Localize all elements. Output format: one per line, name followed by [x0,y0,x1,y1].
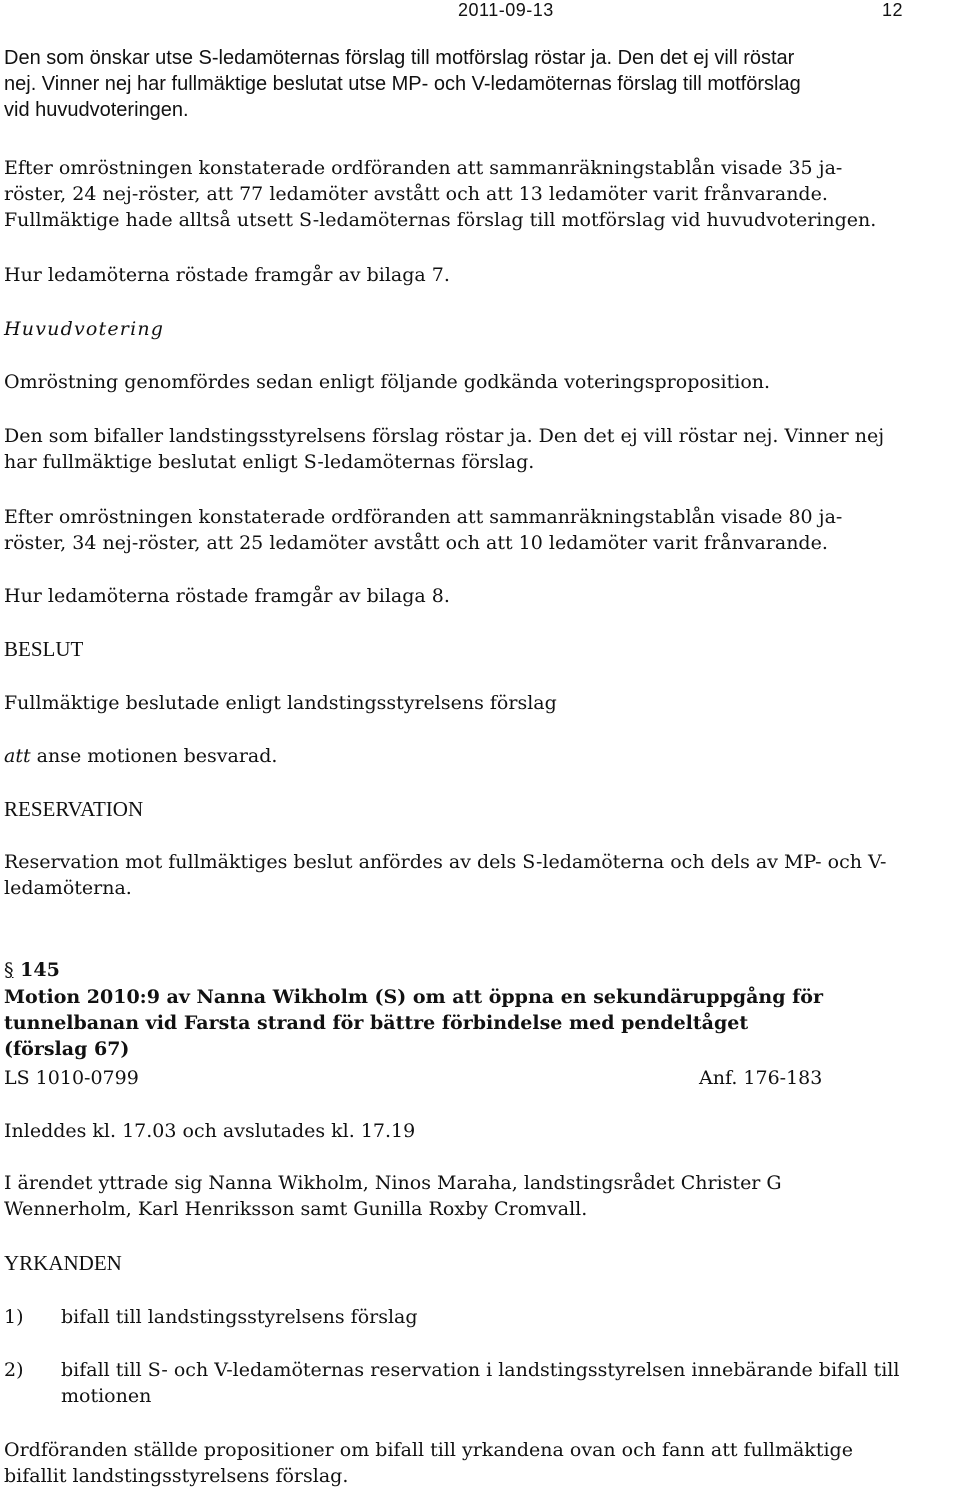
list-item-yrkande-1 [4,1304,959,1330]
list-text-continued: motionen [61,1385,152,1407]
page-number: 12 [882,0,904,20]
title-line: (förslag 67) [4,1038,130,1060]
list-number: 1) [4,1306,24,1328]
section-symbol: § [4,959,14,981]
heading-reservation: RESERVATION [4,797,144,821]
paragraph-second-vote-result [4,504,959,556]
motion-title [4,984,959,1062]
text-line: Efter omröstningen konstaterade ordföranden att sammanräkningstablån visade 80 ja- [4,506,843,528]
text-line: röster, 24 nej-röster, att 77 ledamöter avstått och att 13 ledamöter varit frånvarande. [4,183,828,205]
paragraph-conclusion [4,1437,959,1489]
paragraph-att-besvarad [4,743,959,769]
paragraph-huvudvotering-proposition [4,423,959,475]
text-line: Fullmäktige hade alltså utsett S-ledamöternas förslag till motförslag vid huvudvoteringen. [4,209,877,231]
heading-yrkanden: YRKANDEN [4,1251,122,1275]
paragraph-first-vote-result [4,155,959,233]
heading-beslut: BESLUT [4,637,84,661]
text-line: röster, 34 nej-röster, att 25 ledamöter avstått och att 10 ledamöter varit frånvarande. [4,532,828,554]
paragraph-bilaga-8: Hur ledamöterna röstade framgår av bilaga 8. [4,585,450,607]
text-line: nej. Vinner nej har fullmäktige beslutat utse MP- och V-ledamöternas förslag till motförslag [4,73,801,95]
section-paragraph-number [4,957,959,983]
anf-range: Anf. 176-183 [699,1067,823,1089]
text-line: Den som bifaller landstingsstyrelsens förslag röstar ja. Den det ej vill röstar nej. Vinner nej [4,425,885,447]
text-line: vid huvudvoteringen. [4,99,189,121]
text-line: Wennerholm, Karl Henriksson samt Gunilla Roxby Cromvall. [4,1198,588,1220]
text-line: Efter omröstningen konstaterade ordföranden att sammanräkningstablån visade 35 ja- [4,157,843,179]
text-line: I ärendet yttrade sig Nanna Wikholm, Ninos Maraha, landstingsrådet Christer G [4,1172,782,1194]
paragraph-motforslag-proposition [4,45,959,123]
text-line: bifallit landstingsstyrelsens förslag. [4,1465,349,1487]
section-number: 145 [20,959,60,981]
paragraph-reservation [4,849,959,901]
list-item-yrkande-2 [4,1357,959,1409]
list-number: 2) [4,1359,24,1381]
heading-huvudvotering: Huvudvotering [4,318,165,340]
paragraph-bilaga-7: Hur ledamöterna röstade framgår av bilaga 7. [4,264,450,286]
title-line: tunnelbanan vid Farsta strand för bättre förbindelse med pendeltåget [4,1012,749,1034]
italic-att: att [4,745,31,767]
text-line: Ordföranden ställde propositioner om bifall till yrkandena ovan och fann att fullmäktige [4,1439,853,1461]
paragraph-voteringsproposition: Omröstning genomfördes sedan enligt följande godkända voteringsproposition. [4,371,771,393]
title-line: Motion 2010:9 av Nanna Wikholm (S) om att öppna en sekundäruppgång för [4,986,823,1008]
text-rest: anse motionen besvarad. [30,745,278,767]
paragraph-time: Inleddes kl. 17.03 och avslutades kl. 17.19 [4,1120,416,1142]
list-text: bifall till S- och V-ledamöternas reservation i landstingsstyrelsen innebärande bifall till [61,1359,900,1381]
text-line: har fullmäktige beslutat enligt S-ledamöternas förslag. [4,451,535,473]
list-text: bifall till landstingsstyrelsens förslag [61,1306,418,1328]
header-date: 2011-09-13 [458,0,554,20]
paragraph-speakers [4,1170,959,1222]
text-line: ledamöterna. [4,877,132,899]
paragraph-beslut: Fullmäktige beslutade enligt landstingsstyrelsens förslag [4,692,557,714]
ls-number: LS 1010-0799 [4,1067,139,1089]
text-line: Reservation mot fullmäktiges beslut anfördes av dels S-ledamöterna och dels av MP- och V- [4,851,887,873]
text-line: Den som önskar utse S-ledamöternas förslag till motförslag röstar ja. Den det ej vill röstar [4,47,795,69]
